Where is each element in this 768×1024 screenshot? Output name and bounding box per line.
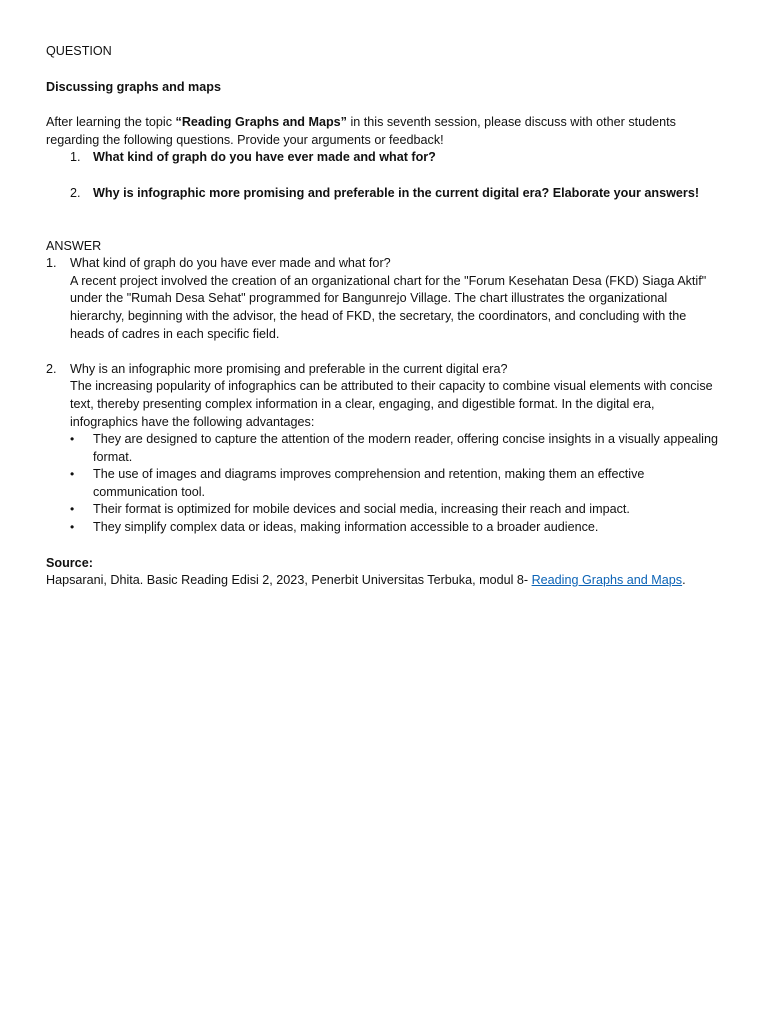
answer-number: 1. bbox=[46, 256, 57, 271]
source-label: Source: bbox=[46, 555, 93, 570]
answer-item bbox=[46, 255, 722, 343]
source-link[interactable]: Reading Graphs and Maps bbox=[531, 573, 683, 588]
bullet-item bbox=[70, 431, 722, 466]
topic-title: Discussing graphs and maps bbox=[46, 79, 221, 94]
answer-list bbox=[46, 255, 722, 537]
bullet-icon: • bbox=[70, 432, 75, 447]
question-list bbox=[46, 149, 722, 202]
bullet-text: The use of images and diagrams improves comprehension and retention, making them an effective communication tool. bbox=[93, 467, 645, 499]
question-text: Why is infographic more promising and preferable in the current digital era? Elaborate your answers! bbox=[93, 185, 700, 200]
intro-text-before: After learning the topic bbox=[46, 115, 176, 130]
intro-topic-bold: “Reading Graphs and Maps” bbox=[175, 115, 347, 130]
intro-paragraph bbox=[46, 114, 722, 149]
bullet-text: Their format is optimized for mobile devices and social media, increasing their reach and impact. bbox=[93, 502, 630, 517]
answer-body: The increasing popularity of infographics can be attributed to their capacity to combine visual elements with concise text, thereby presenting complex information in a clear, engaging, and digestible format. In the digital era, infographics have the following advantages: bbox=[70, 379, 713, 429]
question-heading: QUESTION bbox=[46, 44, 112, 58]
question-number: 2. bbox=[70, 185, 81, 200]
intro-text-after: in this seventh session, please discuss with other students regarding the following questions. Provide your arguments or feedback! bbox=[46, 115, 676, 147]
advantages-list bbox=[70, 431, 722, 537]
bullet-item bbox=[70, 519, 722, 537]
bullet-item bbox=[70, 501, 722, 519]
question-number: 1. bbox=[70, 150, 81, 165]
source-text: Hapsarani, Dhita. Basic Reading Edisi 2, 2023, Penerbit Universitas Terbuka, modul 8- bbox=[46, 573, 532, 588]
bullet-icon: • bbox=[70, 467, 75, 482]
question-text: What kind of graph do you have ever made and what for? bbox=[93, 150, 436, 165]
question-item bbox=[46, 149, 722, 167]
source-suffix: . bbox=[682, 573, 686, 588]
bullet-text: They simplify complex data or ideas, making information accessible to a broader audience. bbox=[93, 520, 599, 535]
answer-number: 2. bbox=[46, 361, 57, 376]
answer-heading: ANSWER bbox=[46, 238, 102, 253]
question-item bbox=[46, 185, 722, 203]
answer-question: What kind of graph do you have ever made and what for? bbox=[70, 256, 391, 271]
answer-body: A recent project involved the creation of an organizational chart for the "Forum Kesehatan Desa (FKD) Siaga Aktif" under the "Rumah Desa Sehat" programmed for Bangunrejo Village. The chart illustrates the organizational hierarchy, beginning with the advisor, the head of FKD, the secretary, the coordinators, and concluding with the heads of cadres in each specific field. bbox=[70, 273, 707, 341]
answer-question: Why is an infographic more promising and preferable in the current digital era? bbox=[70, 361, 508, 376]
bullet-icon: • bbox=[70, 502, 75, 517]
bullet-item bbox=[70, 466, 722, 501]
bullet-text: They are designed to capture the attention of the modern reader, offering concise insights in a visually appealing format. bbox=[93, 432, 718, 464]
answer-item bbox=[46, 361, 722, 537]
source-citation bbox=[46, 572, 722, 590]
bullet-icon: • bbox=[70, 520, 75, 535]
